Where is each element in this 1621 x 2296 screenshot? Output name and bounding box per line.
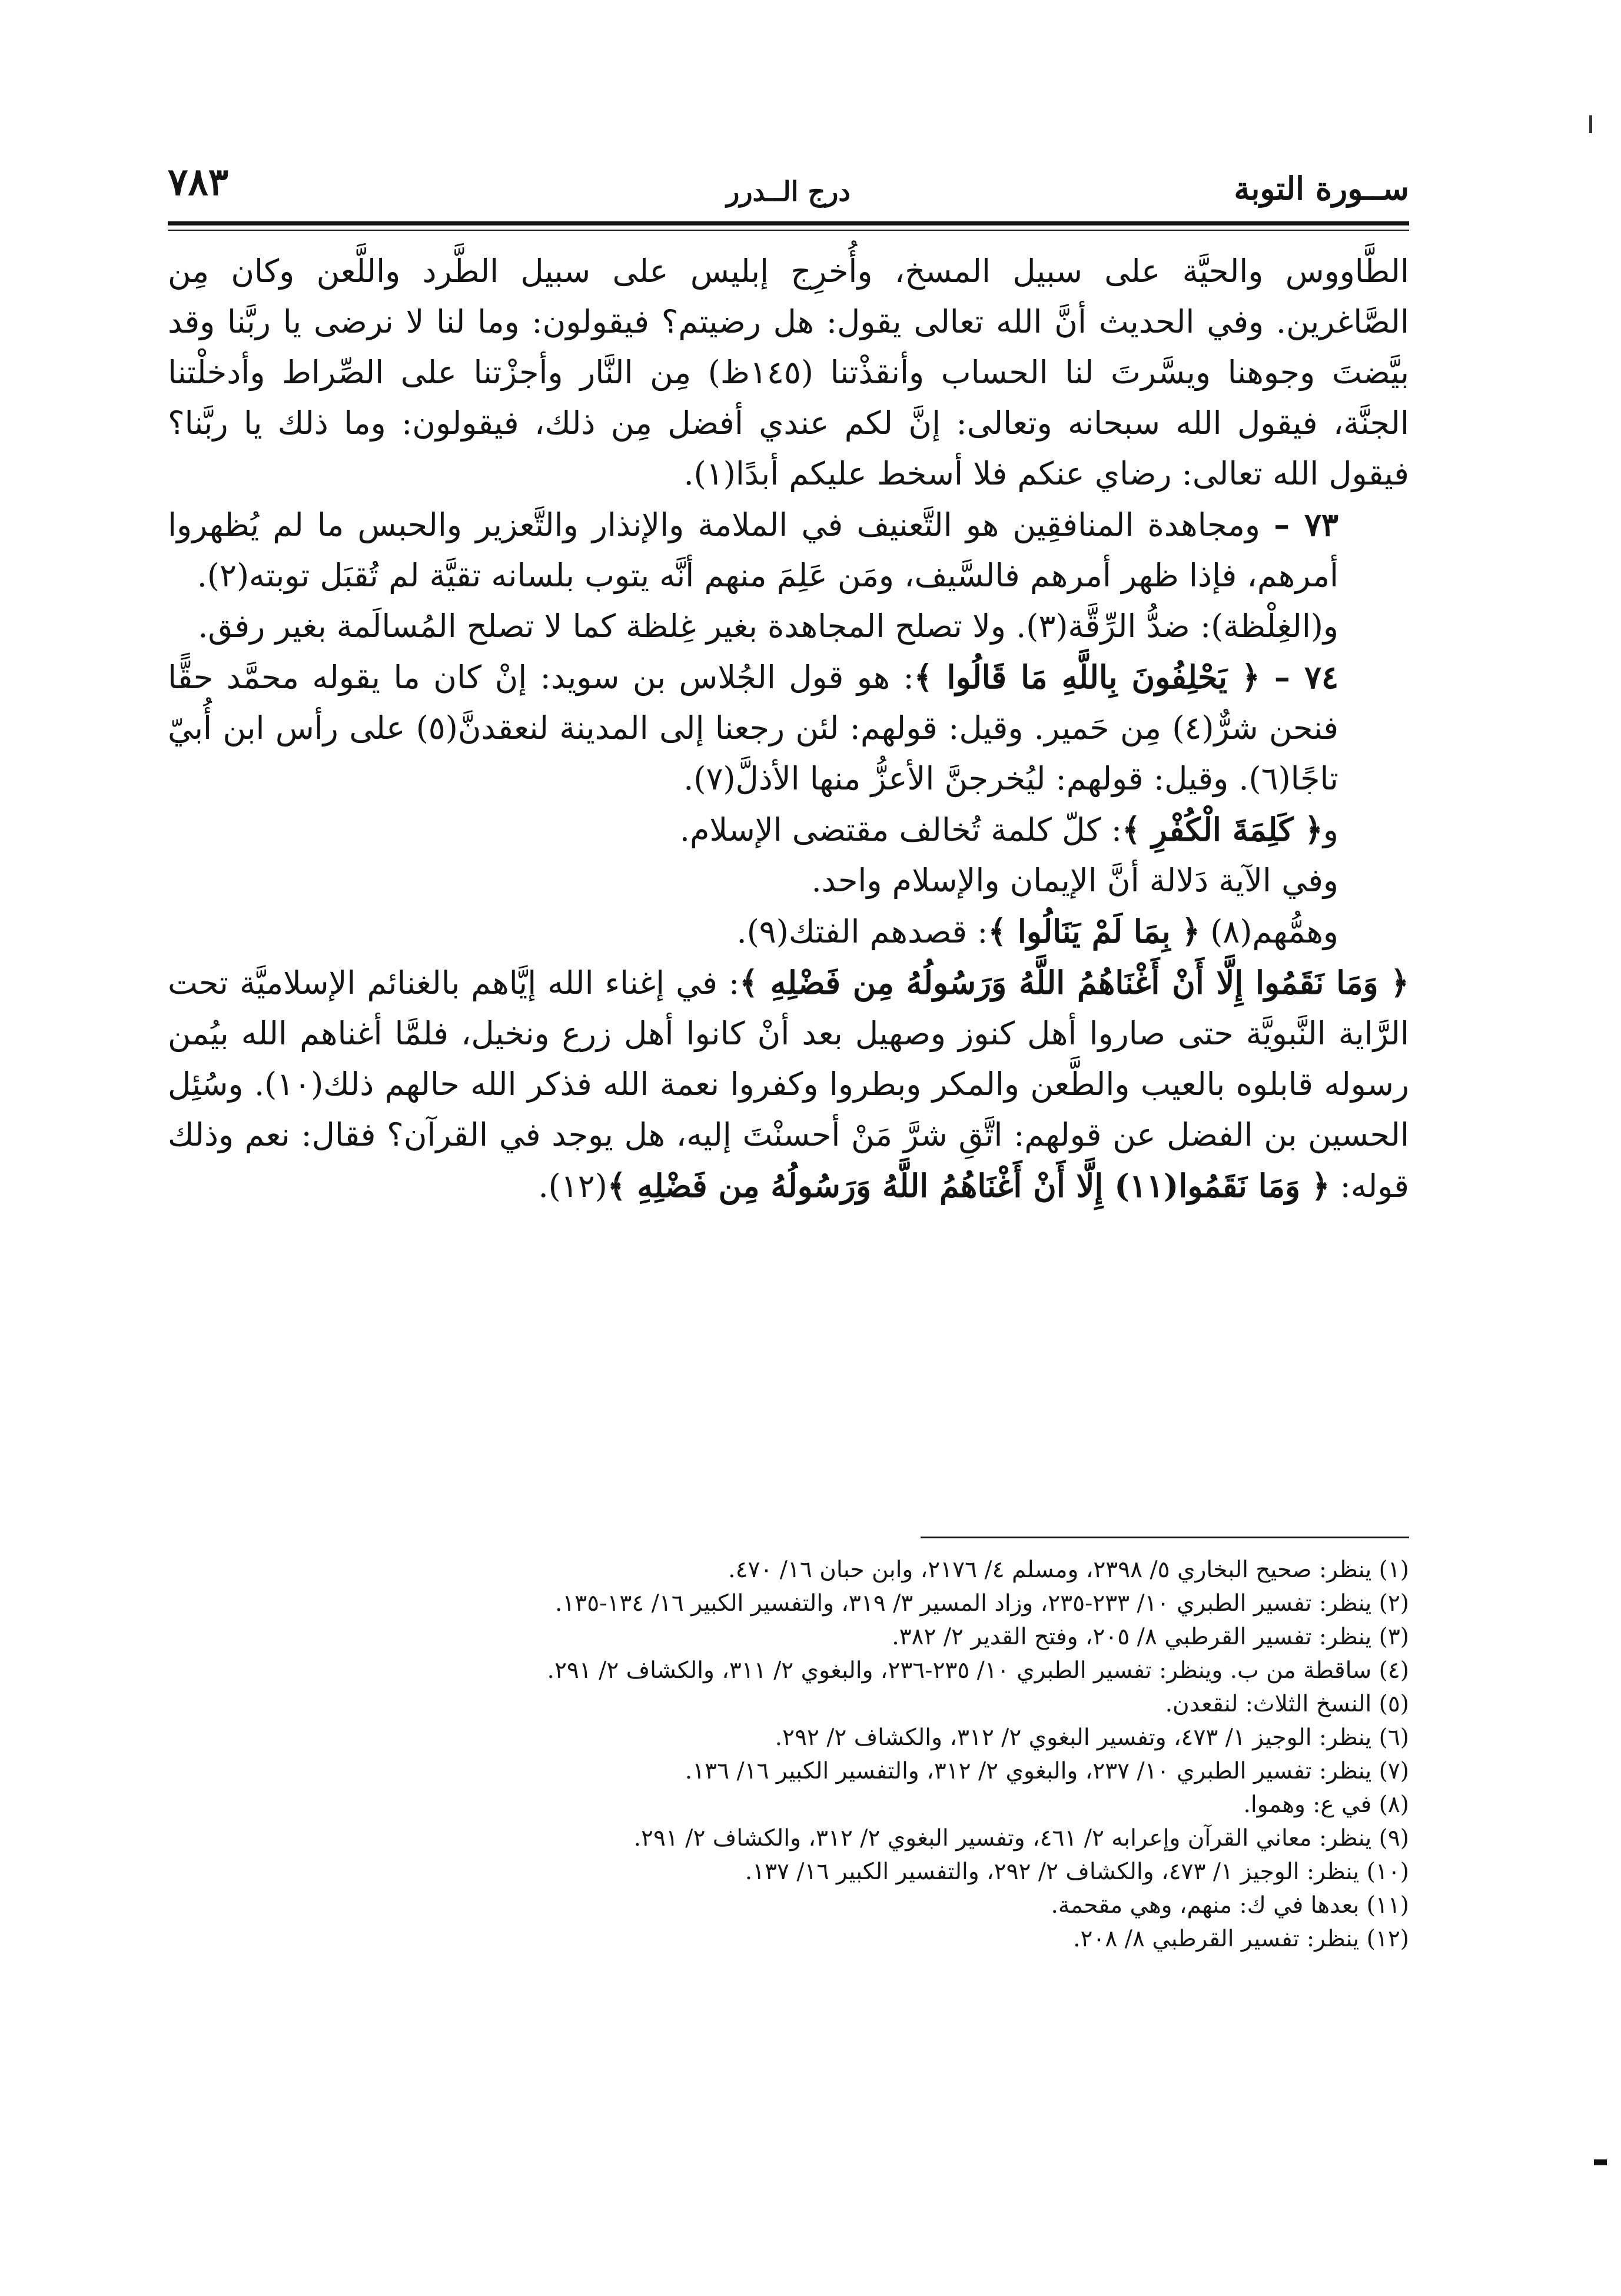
footnote: (١٢) ينظر: تفسير القرطبي ٨/ ٢٠٨. [1073, 1926, 1409, 1952]
verse-number: ٧٣ – [1274, 506, 1338, 543]
page-number: ٧٨٣ [168, 160, 229, 204]
margin-mark [1589, 115, 1592, 133]
footnote: (٦) ينظر: الوجيز ١/ ٤٧٣، وتفسير البغوي ٢/ ٣١٢، والكشاف ٢/ ٢٩٢. [775, 1724, 1409, 1751]
paragraph: و﴿ كَلِمَةَ الْكُفْرِ ﴾: كلّ كلمة تُخالف مقتضى الإسلام. [679, 811, 1338, 848]
page-header [168, 158, 1409, 223]
footnote: (٣) ينظر: تفسير القرطبي ٨/ ٢٠٥، وفتح القدير ٢/ ٣٨٢. [892, 1624, 1409, 1650]
margin-mark [1594, 2159, 1607, 2165]
quran-quote: ﴿ يَحْلِفُونَ بِاللَّهِ مَا قَالُوا ﴾ [914, 658, 1274, 696]
main-text [168, 246, 1409, 1465]
footnote: (٢) ينظر: تفسير الطبري ١٠/ ٢٣٣-٢٣٥، وزاد المسير ٣/ ٣١٩، والتفسير الكبير ١٦/ ١٣٤-١٣٥. [554, 1590, 1409, 1617]
paragraph: وفي الآية دَلالة أنَّ الإيمان والإسلام واحد. [811, 862, 1338, 899]
book-title: درج الــدرر [726, 175, 851, 207]
paragraph: ﴿ وَمَا نَقَمُوا إِلَّا أَنْ أَغْنَاهُمُ اللَّهُ وَرَسُولُهُ مِن فَضْلِهِ ﴾: في إغناء الله إيَّاهم بالغنائم الإسلاميَّة تحت الرَّاية النَّبويَّة حتى صاروا أهل كنوز وصهيل بعد أنْ كانوا أهل زرع ونخيل، فلمَّا أغناهم الله بيُمن رسوله قابلوه بالعيب والطَّعن والمكر وبطروا وكفروا نعمة الله فذكر الله حالهم ذلك(١٠). وسُئِل الحسين بن الفضل عن قولهم: اتَّقِ شرَّ مَنْ أحسنْتَ إليه، هل يوجد في القرآن؟ فقال: نعم وذلك قوله: ﴿ وَمَا نَقَمُوا(١١) إِلَّا أَنْ أَغْنَاهُمُ اللَّهُ وَرَسُولُهُ مِن فَضْلِهِ ﴾(١٢). [168, 964, 1409, 1205]
verse-number: ٧٤ – [1274, 658, 1338, 696]
footnote: (٧) ينظر: تفسير الطبري ١٠/ ٢٣٧، والبغوي ٢/ ٣١٢، والتفسير الكبير ١٦/ ١٣٦. [685, 1758, 1409, 1784]
footnote: (٥) النسخ الثلاث: لنقعدن. [1165, 1691, 1409, 1717]
quran-quote: ﴿ وَمَا نَقَمُوا(١١) إِلَّا أَنْ أَغْنَاهُمُ اللَّهُ وَرَسُولُهُ مِن فَضْلِهِ ﴾ [607, 1167, 1330, 1205]
paragraph: وهمُّهم(٨) ﴿ بِمَا لَمْ يَنَالُوا ﴾: قصدهم الفتك(٩). [736, 913, 1338, 950]
paragraph: ٧٣ – ومجاهدة المنافقِين هو التَّعنيف في الملامة والإنذار والتَّعزير والحبس ما لم يُظهروا أمرهم، فإذا ظهر أمرهم فالسَّيف، ومَن عَلِمَ منهم أنَّه يتوب بلسانه تقيَّة لم تُقبَل توبته(٢). [168, 506, 1338, 594]
footnote-separator [921, 1537, 1409, 1538]
surah-title: ســورة التوبة [1234, 170, 1409, 207]
paragraph: و(الغِلْظة): ضدُّ الرِّقَّة(٣). ولا تصلح المجاهدة بغير غِلظة كما لا تصلح المُسالَمة بغير رفق. [198, 608, 1338, 645]
footnote: (١١) بعدها في ك: منهم، وهي مقحمة. [1051, 1892, 1409, 1919]
footnote: (٤) ساقطة من ب. وينظر: تفسير الطبري ١٠/ ٢٣٥-٢٣٦، والبغوي ٢/ ٣١١، والكشاف ٢/ ٢٩١. [547, 1657, 1409, 1684]
quran-quote: ﴿ بِمَا لَمْ يَنَالُوا ﴾ [988, 913, 1201, 950]
footnote: (٩) ينظر: معاني القرآن وإعرابه ٢/ ٤٦١، وتفسير البغوي ٢/ ٣١٢، والكشاف ٢/ ٢٩١. [633, 1825, 1409, 1852]
paragraph: الطَّاووس والحيَّة على سبيل المسخ، وأُخرِج إبليس على سبيل الطَّرد واللَّعن وكان مِن الصَّاغرين. وفي الحديث أنَّ الله تعالى يقول: هل رضيتم؟ فيقولون: وما لنا لا نرضى يا ربَّنا وقد بيَّضتَ وجوهنا ويسَّرتَ لنا الحساب وأنقذْتنا (١٤٥ظ) مِن النَّار وأجزْتنا على الصِّراط وأدخلْتنا الجنَّة، فيقول الله سبحانه وتعالى: إنَّ لكم عندي أفضل مِن ذلك، فيقولون: وما ذلك يا ربَّنا؟ فيقول الله تعالى: رضاي عنكم فلا أسخط عليكم أبدًا(١). [168, 253, 1409, 492]
header-rule-thin [168, 230, 1409, 231]
footnote: (١٠) ينظر: الوجيز ١/ ٤٧٣، والكشاف ٢/ ٢٩٢، والتفسير الكبير ١٦/ ١٣٧. [745, 1859, 1409, 1885]
footnote: (٨) في ع: وهموا. [1243, 1791, 1409, 1818]
footnote: (١) ينظر: صحيح البخاري ٥/ ٢٣٩٨، ومسلم ٤/ ٢١٧٦، وابن حبان ١٦/ ٤٧٠. [728, 1557, 1409, 1583]
paragraph: ٧٤ – ﴿ يَحْلِفُونَ بِاللَّهِ مَا قَالُوا ﴾: هو قول الجُلاس بن سويد: إنْ كان ما يقوله محمَّد حقًّا فنحن شرٌّ(٤) مِن حَمير. وقيل: قولهم: لئن رجعنا إلى المدينة لنعقدنَّ(٥) على رأس ابن أُبيّ تاجًا(٦). وقيل: قولهم: ليُخرجنَّ الأعزُّ منها الأذلَّ(٧). [168, 658, 1339, 797]
footnotes [168, 1553, 1409, 1956]
header-rule [168, 221, 1409, 225]
quran-quote: ﴿ وَمَا نَقَمُوا إِلَّا أَنْ أَغْنَاهُمُ اللَّهُ وَرَسُولُهُ مِن فَضْلِهِ ﴾ [739, 964, 1409, 1001]
quran-quote: ﴿ كَلِمَةَ الْكُفْرِ ﴾ [1122, 811, 1323, 848]
